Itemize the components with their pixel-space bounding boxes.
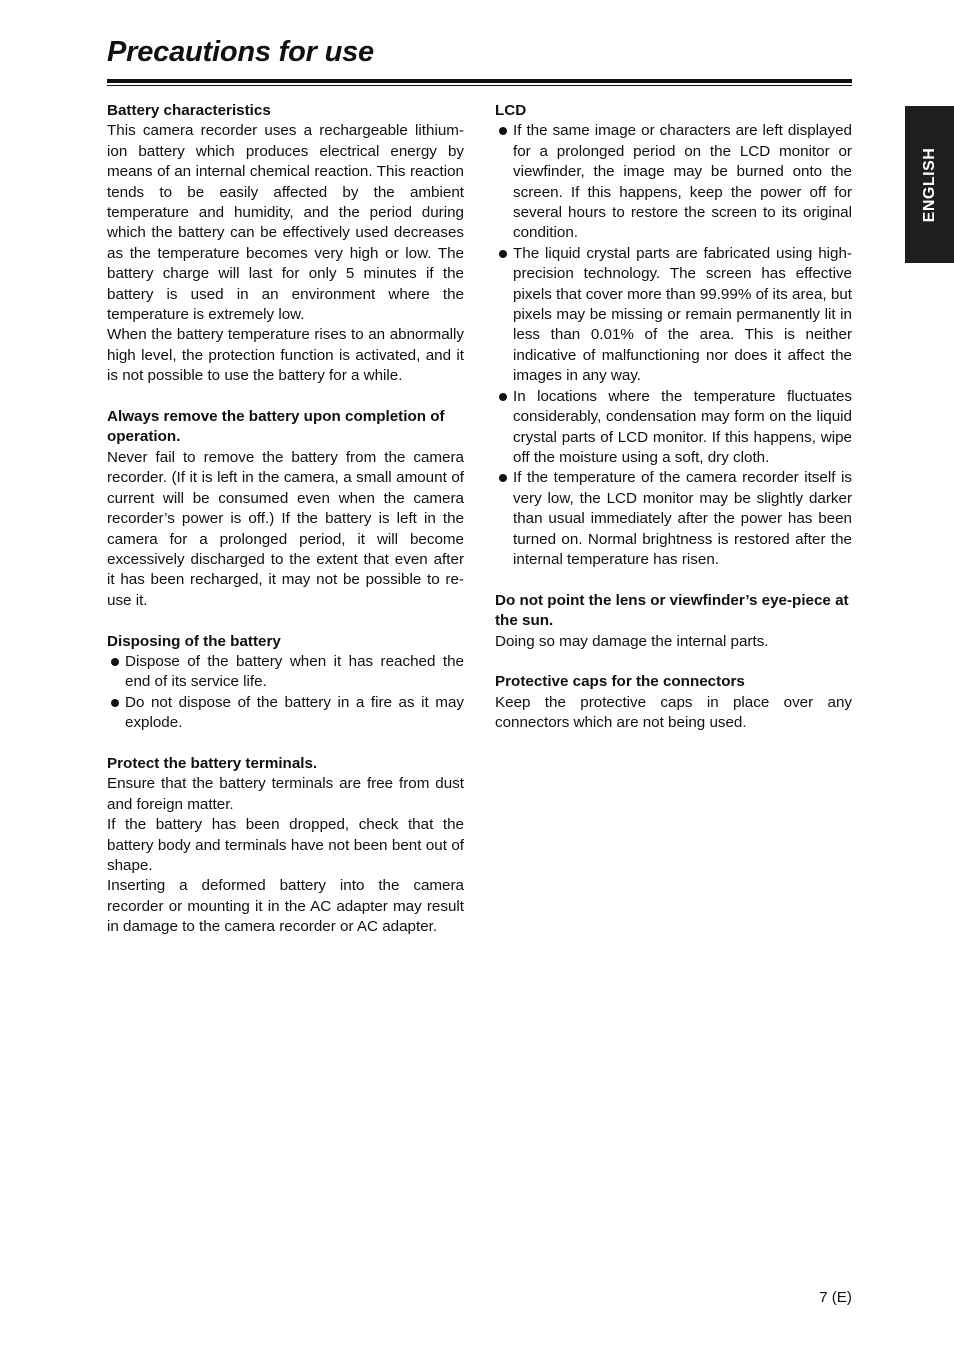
paragraph: Doing so may damage the internal parts. (495, 632, 769, 650)
list-item-text: If the temperature of the camera recorder itself is very low, the LCD monitor may be slightly darker than usual immediately after the power has been turned on. Normal brightness is restored after the internal temperature has risen. (513, 469, 852, 568)
list-item (107, 693, 464, 734)
list-item-text: In locations where the temperature fluctuates considerably, condensation may form on the liquid crystal parts of LCD monitor. If this happens, wipe off the moisture using a soft, dry cloth. (513, 387, 852, 466)
page-number: 7 (E) (819, 1289, 852, 1306)
section-lcd (495, 101, 852, 570)
paragraph: This camera recorder uses a rechargeable lithium-ion battery which produces electrical energy by means of an internal chemical reaction. This reaction tends to be easily affected by the ambient temperature and humidity, and the period during which the battery can be effectively used decreases as the temperature becomes very high or low. The battery charge will last for only 5 minutes if the battery is used in an environment where the temperature is extremely low. (107, 122, 464, 324)
list-item-text: Do not dispose of the battery in a fire as it may explode. (125, 693, 464, 732)
bullet-icon (111, 658, 119, 666)
list-item (495, 387, 852, 469)
page-title: Precautions for use (107, 36, 374, 68)
list-item-text: If the same image or characters are left displayed for a prolonged period on the LCD monitor or viewfinder, the image may be burned onto the screen. If this happens, keep the power off for several hours to restore the screen to its original condition. (513, 122, 852, 242)
list-item-text: The liquid crystal parts are fabricated using high-precision technology. The screen has effective pixels that cover more than 99.99% of its area, but pixels may be missing or remain permanently lit in less than 0.01% of the area. This is neither indicative of malfunctioning nor does it affect the images in any way. (513, 244, 852, 385)
section-protect-terminals (107, 754, 464, 938)
paragraph: Never fail to remove the battery from the camera recorder. (If it is left in the camera, a small amount of current will be consumed even when the camera recorder’s power is off.) If the battery is left in the camera for a prolonged period, it will become excessively discharged to the extent that even after it has been recharged, it may not be possible to re-use it. (107, 448, 464, 609)
title-rule-thick (107, 79, 852, 83)
right-column (495, 101, 852, 734)
paragraph: Keep the protective caps in place over any connectors which are not being used. (495, 693, 852, 732)
section-disposing-battery (107, 632, 464, 734)
left-column (107, 101, 464, 938)
bullet-icon (499, 474, 507, 482)
bullet-icon (499, 393, 507, 401)
list-item (495, 244, 852, 387)
list-item-text: Dispose of the battery when it has reached the end of its service life. (125, 652, 464, 691)
section-heading: Disposing of the battery (107, 632, 281, 650)
section-heading: LCD (495, 102, 527, 119)
list-item (495, 468, 852, 570)
section-protective-caps (495, 672, 852, 733)
section-heading: Do not point the lens or viewfinder’s eye-piece at the sun. (495, 591, 849, 630)
section-heading: Always remove the battery upon completion of operation. (107, 408, 445, 446)
section-heading: Battery characteristics (107, 102, 271, 119)
paragraph: Ensure that the battery terminals are free from dust and foreign matter. (107, 775, 464, 813)
bullet-icon (499, 250, 507, 258)
bullet-icon (111, 699, 119, 707)
section-remove-battery (107, 407, 464, 611)
section-heading: Protect the battery terminals. (107, 754, 318, 772)
section-heading: Protective caps for the connectors (495, 673, 745, 691)
list-item (495, 121, 852, 243)
bullet-list (107, 652, 464, 734)
list-item (107, 652, 464, 693)
paragraph: If the battery has been dropped, check that the battery body and terminals have not been bent out of shape. (107, 816, 464, 874)
bullet-icon (499, 127, 507, 135)
title-rule-thin (107, 85, 852, 86)
language-tab (905, 106, 954, 263)
section-sun-warning (495, 591, 852, 652)
bullet-list (495, 121, 852, 570)
section-battery-characteristics (107, 101, 464, 387)
paragraph: Inserting a deformed battery into the camera recorder or mounting it in the AC adapter may result in damage to the camera recorder or AC adapter. (107, 877, 464, 936)
paragraph: When the battery temperature rises to an abnormally high level, the protection function is activated, and it is not possible to use the battery for a while. (107, 326, 464, 385)
language-tab-label: ENGLISH (920, 147, 938, 222)
